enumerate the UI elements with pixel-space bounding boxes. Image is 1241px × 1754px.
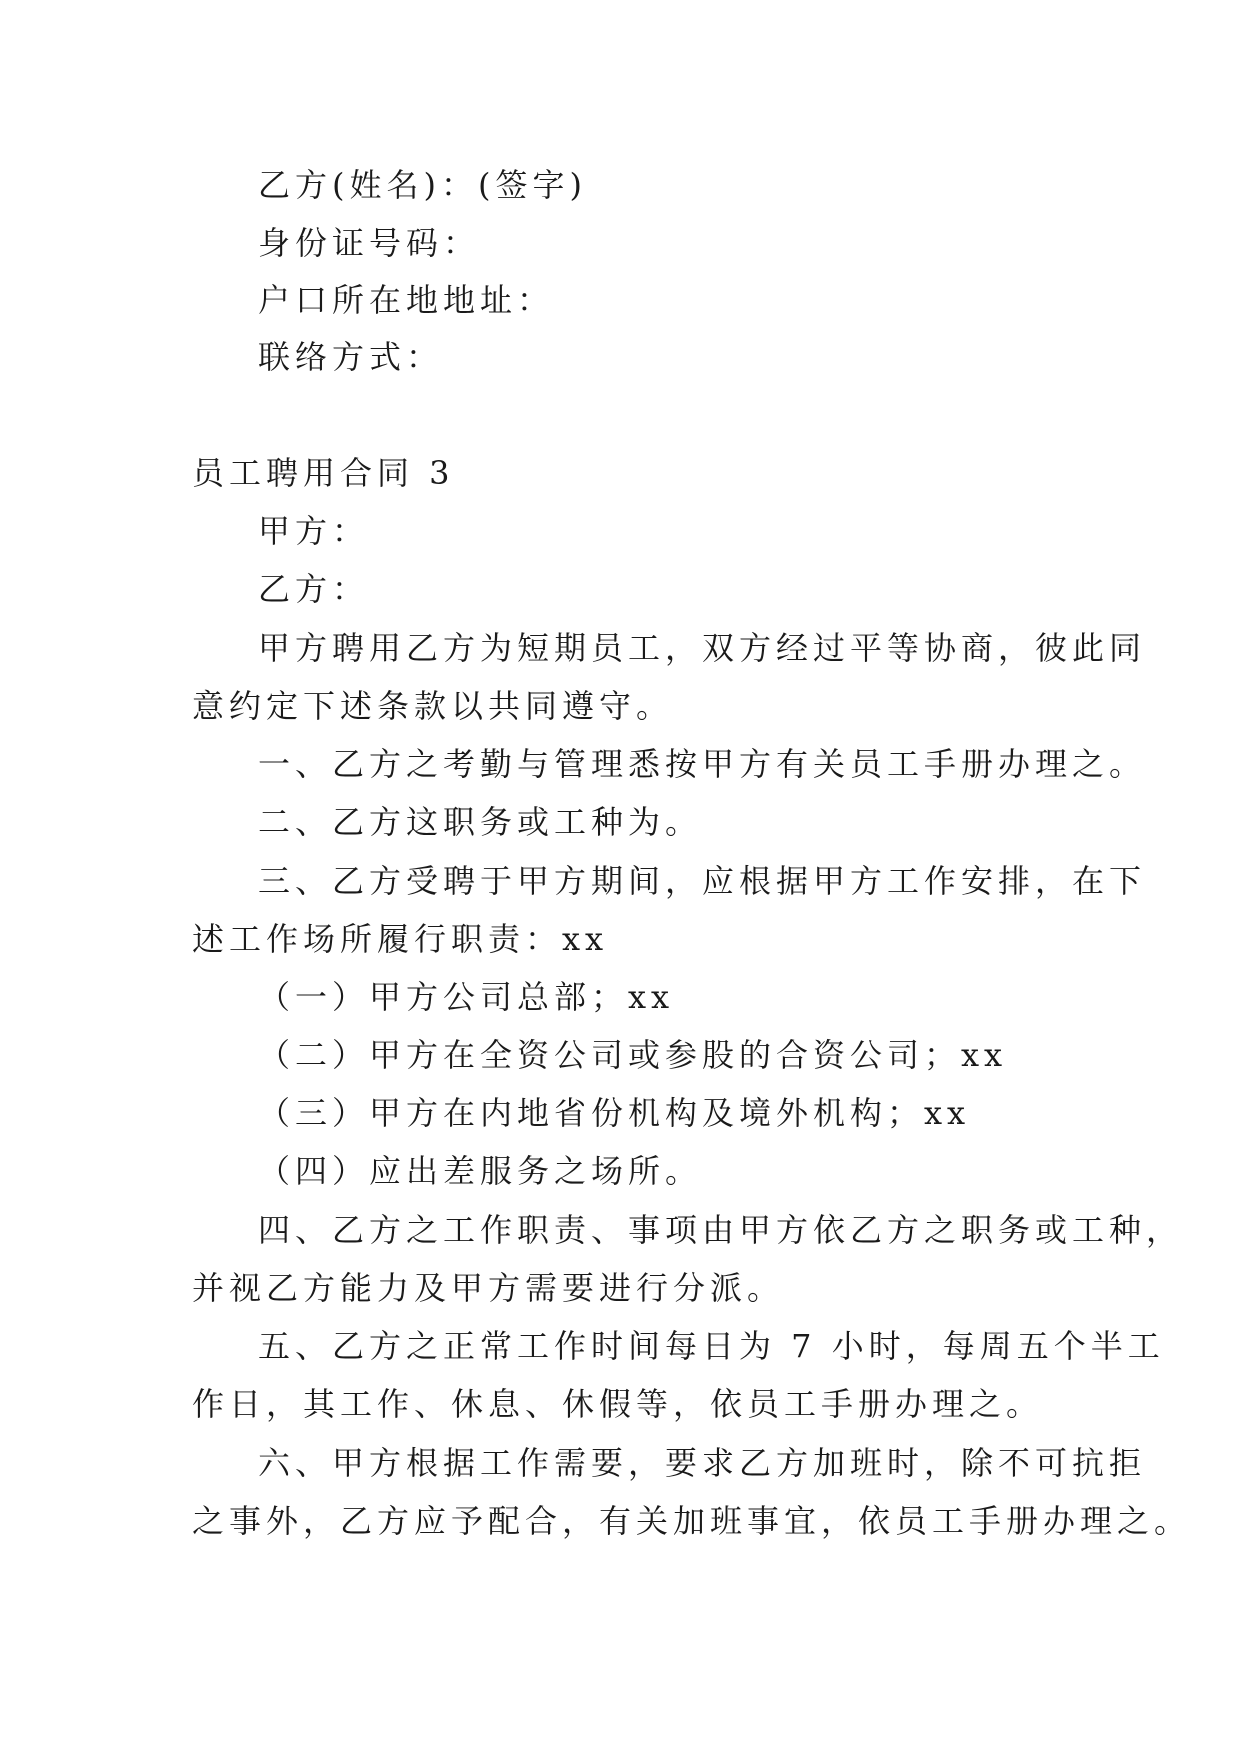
clause-3-line-1: 三、乙方受聘于甲方期间，应根据甲方工作安排，在下	[258, 862, 1147, 900]
clause-3-item-2: （二）甲方在全资公司或参股的合资公司；xx	[258, 1036, 1008, 1074]
clause-5-line-2: 作日，其工作、休息、休假等，依员工手册办理之。	[192, 1385, 1044, 1423]
id-number-line: 身份证号码：	[258, 224, 481, 262]
intro-paragraph-line-2: 意约定下述条款以共同遵守。	[192, 687, 674, 725]
clause-3-item-3: （三）甲方在内地省份机构及境外机构；xx	[258, 1094, 971, 1132]
household-address-line: 户口所在地地址：	[258, 281, 555, 319]
clause-3-line-2: 述工作场所履行职责：xx	[192, 920, 609, 958]
intro-paragraph-line-1: 甲方聘用乙方为短期员工，双方经过平等协商，彼此同	[258, 629, 1147, 667]
clause-1: 一、乙方之考勤与管理悉按甲方有关员工手册办理之。	[258, 745, 1147, 783]
contract-title: 员工聘用合同 3	[192, 454, 455, 492]
clause-6-line-1: 六、甲方根据工作需要，要求乙方加班时，除不可抗拒	[258, 1444, 1147, 1482]
contact-line: 联络方式：	[258, 338, 444, 376]
clause-6-line-2: 之事外，乙方应予配合，有关加班事宜，依员工手册办理之。	[192, 1502, 1192, 1540]
party-b-line: 乙方：	[258, 570, 370, 608]
clause-2: 二、乙方这职务或工种为。	[258, 803, 703, 841]
clause-4-line-1: 四、乙方之工作职责、事项由甲方依乙方之职务或工种，	[258, 1211, 1184, 1249]
clause-4-line-2: 并视乙方能力及甲方需要进行分派。	[192, 1269, 785, 1307]
party-a-line: 甲方：	[258, 512, 370, 550]
clause-3-item-4: （四）应出差服务之场所。	[258, 1152, 703, 1190]
clause-3-item-1: （一）甲方公司总部；xx	[258, 978, 675, 1016]
party-b-name-line: 乙方(姓名)：(签字)	[258, 166, 587, 204]
clause-5-line-1: 五、乙方之正常工作时间每日为 7 小时，每周五个半工	[258, 1327, 1165, 1365]
